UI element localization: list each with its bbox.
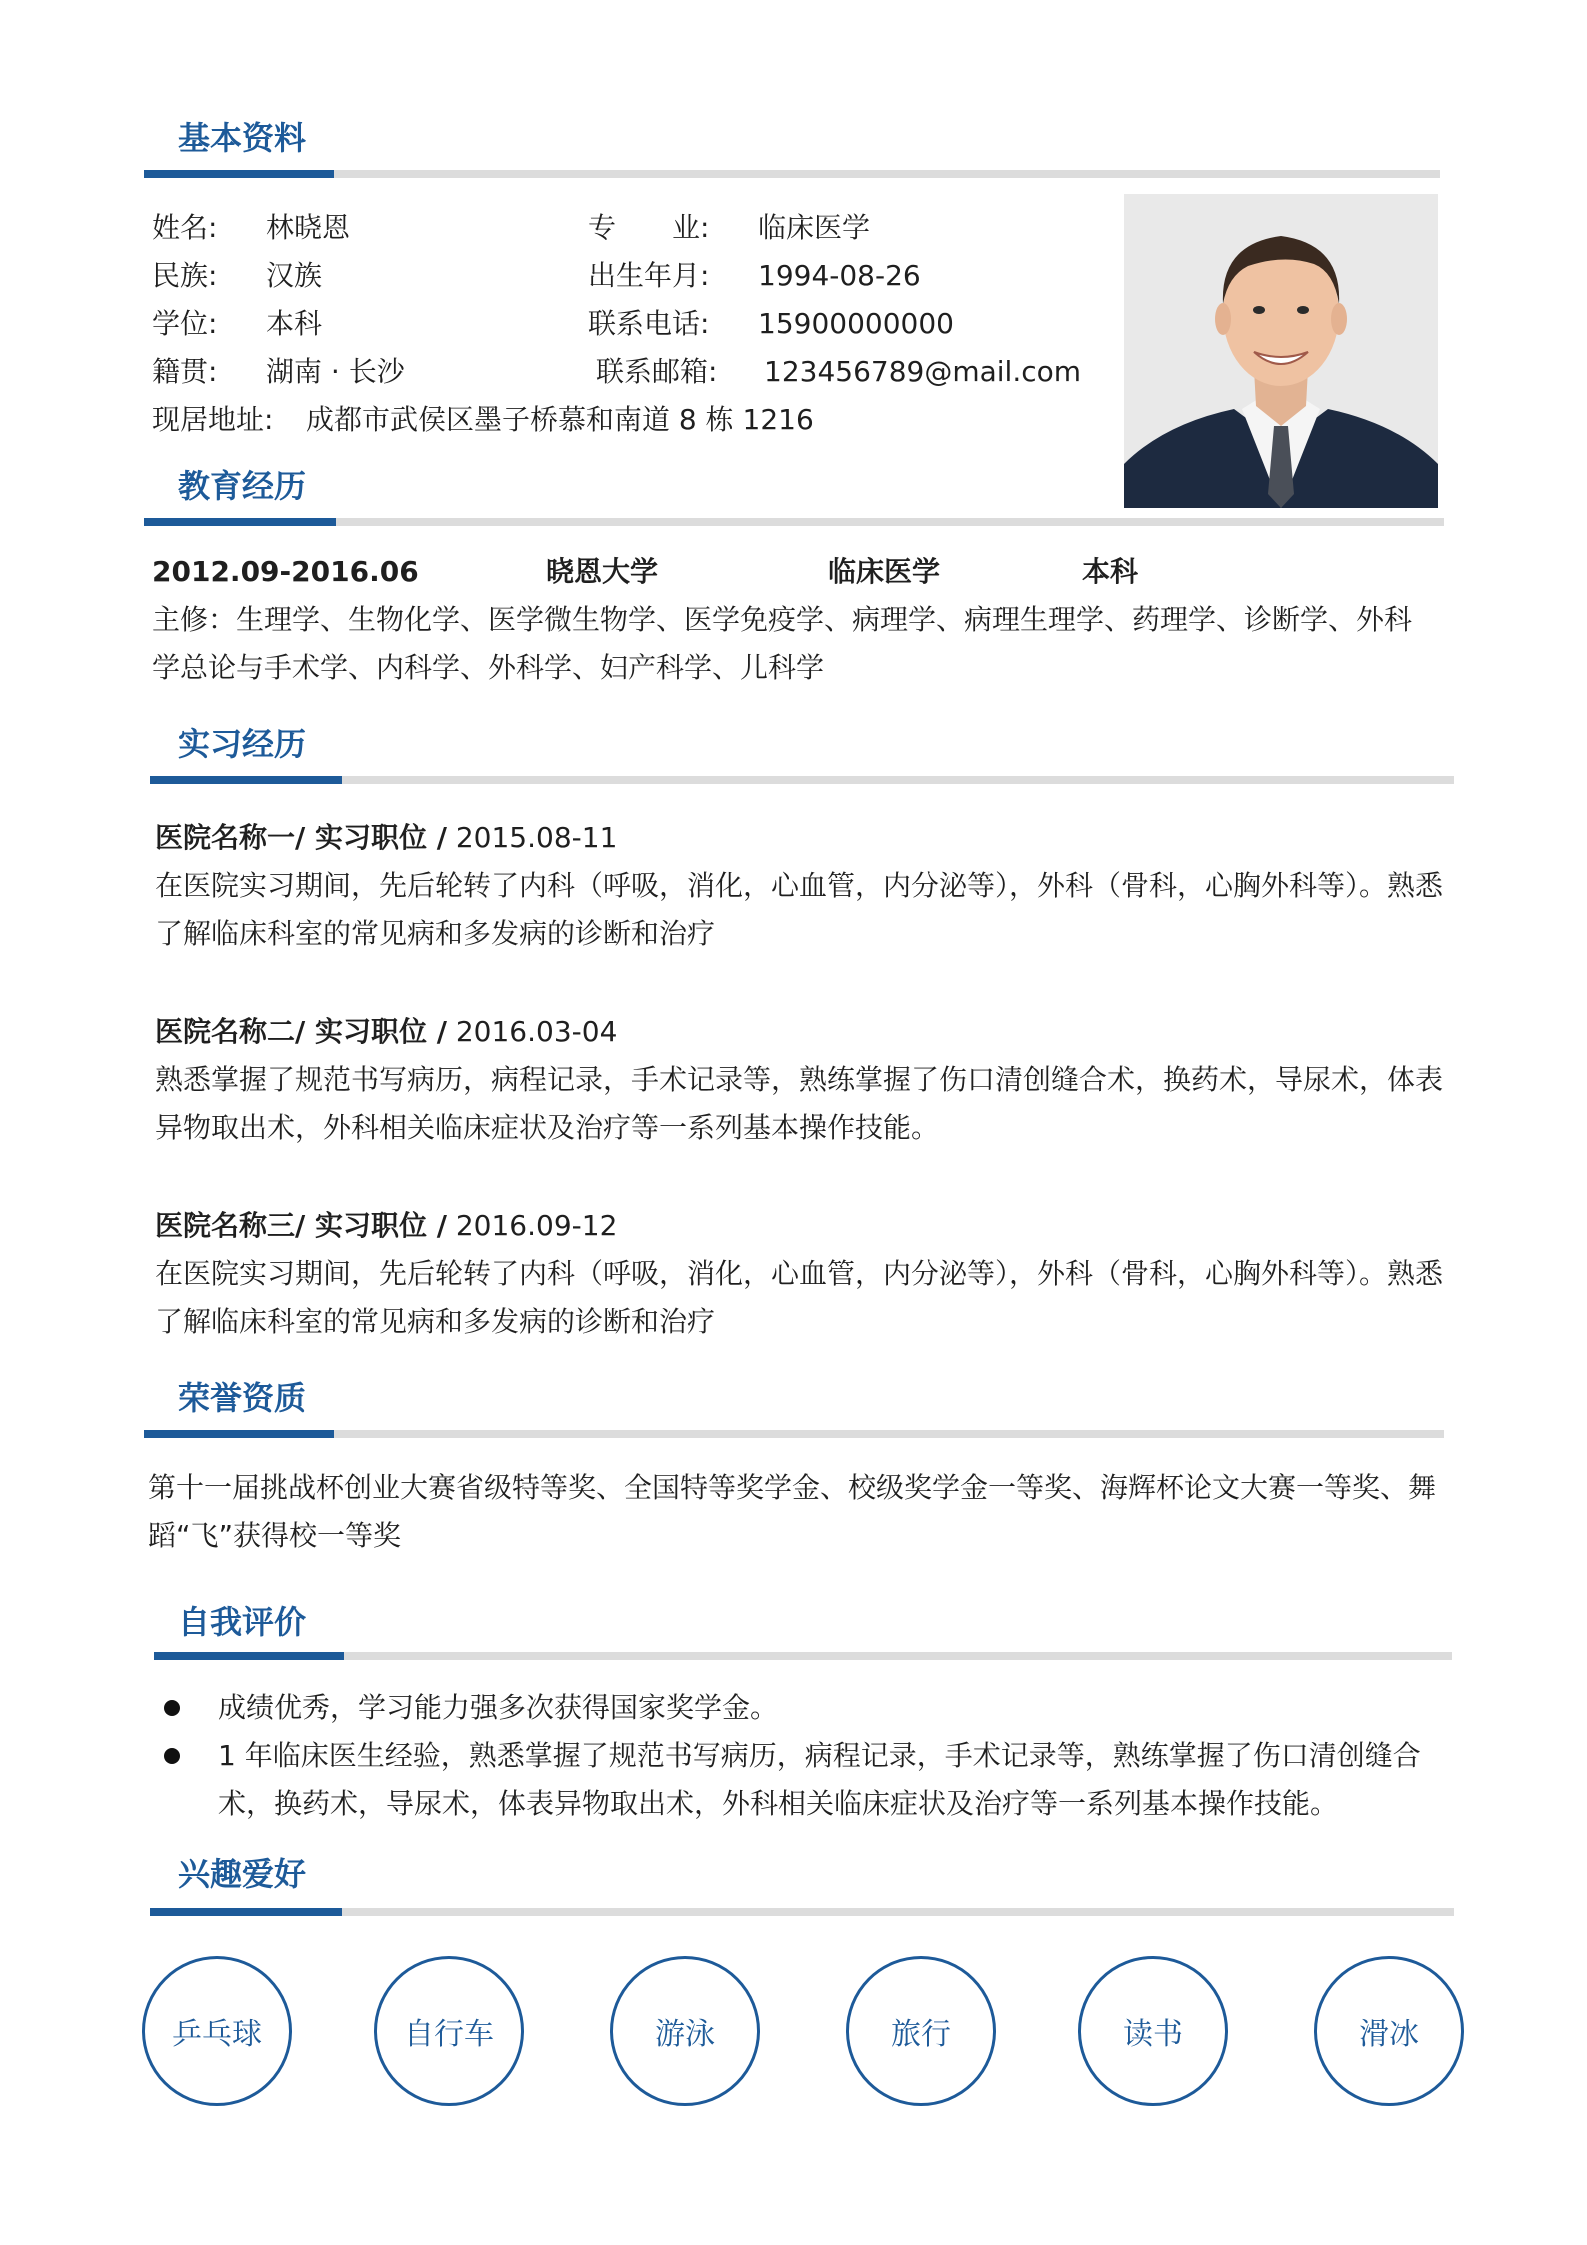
- hobby-travel: 旅行: [846, 1956, 996, 2106]
- hobby-cycling: 自行车: [374, 1956, 524, 2106]
- internship-date: 2016.09-12: [455, 1209, 618, 1242]
- internship-desc-2: 熟悉掌握了规范书写病历，病程记录，手术记录等，熟练掌握了伤口清创缝合术，换药术，导尿术，体表异物取出术，外科相关临床症状及治疗等一系列基本操作技能。: [155, 1063, 1444, 1144]
- section-title-hobbies: 兴趣爱好: [178, 1855, 307, 1893]
- origin-value: 湖南 · 长沙: [266, 355, 405, 388]
- degree-value: 本科: [266, 307, 323, 340]
- internship-title: 医院名称三/ 实习职位 /: [155, 1209, 447, 1242]
- ethnicity-value: 汉族: [266, 259, 323, 292]
- origin-label: 籍贯:: [152, 355, 218, 388]
- internship-date: 2016.03-04: [455, 1015, 618, 1048]
- divider-accent: [150, 1908, 342, 1916]
- portrait-photo: [1124, 194, 1438, 508]
- divider: [154, 1652, 1452, 1660]
- address-label: 现居地址:: [152, 403, 274, 436]
- divider: [144, 518, 1444, 526]
- birth-label: 出生年月:: [588, 259, 710, 292]
- bullet-icon: [164, 1748, 180, 1764]
- education-major: 临床医学: [828, 555, 941, 588]
- education-period: 2012.09-2016.06: [152, 555, 419, 588]
- section-title-honors: 荣誉资质: [178, 1379, 307, 1417]
- portrait-icon: [1124, 194, 1438, 508]
- email-label: 联系邮箱:: [596, 355, 718, 388]
- internship-heading-3: [155, 1206, 617, 1246]
- major-label: 专 业:: [588, 211, 710, 244]
- divider-accent: [144, 518, 336, 526]
- section-title-internship: 实习经历: [178, 725, 307, 763]
- phone-value: 15900000000: [758, 307, 954, 340]
- divider-accent: [154, 1652, 344, 1660]
- email-value: 123456789@mail.com: [764, 355, 1082, 388]
- hobby-swimming: 游泳: [610, 1956, 760, 2106]
- section-title-self-eval: 自我评价: [178, 1603, 307, 1641]
- hobby-skating: 滑冰: [1314, 1956, 1464, 2106]
- name-label: 姓名:: [152, 211, 218, 244]
- phone-label: 联系电话:: [588, 307, 710, 340]
- degree-label: 学位:: [152, 307, 218, 340]
- divider-accent: [150, 776, 342, 784]
- divider-accent: [144, 1430, 334, 1438]
- birth-value: 1994-08-26: [758, 259, 921, 292]
- address-value: 成都市武侯区墨子桥慕和南道 8 栋 1216: [306, 403, 814, 436]
- divider: [150, 1908, 1454, 1916]
- section-title-education: 教育经历: [178, 467, 307, 505]
- internship-desc-3: 在医院实习期间，先后轮转了内科（呼吸，消化，心血管，内分泌等），外科（骨科，心胸外科等）。熟悉了解临床科室的常见病和多发病的诊断和治疗: [155, 1257, 1444, 1338]
- education-degree: 本科: [1082, 555, 1139, 588]
- honors-text: 第十一届挑战杯创业大赛省级特等奖、全国特等奖学金、校级奖学金一等奖、海辉杯论文大赛一等奖、舞蹈“飞”获得校一等奖: [148, 1471, 1437, 1552]
- major-value: 临床医学: [758, 211, 871, 244]
- name-value: 林晓恩: [266, 211, 351, 244]
- education-courses: 主修：生理学、生物化学、医学微生物学、医学免疫学、病理学、病理生理学、药理学、诊断学、外科学总论与手术学、内科学、外科学、妇产科学、儿科学: [152, 603, 1413, 684]
- bullet-icon: [164, 1700, 180, 1716]
- hobby-reading: 读书: [1078, 1956, 1228, 2106]
- education-school: 晓恩大学: [546, 555, 659, 588]
- divider: [144, 170, 1440, 178]
- divider: [150, 776, 1454, 784]
- internship-desc-1: 在医院实习期间，先后轮转了内科（呼吸，消化，心血管，内分泌等），外科（骨科，心胸外科等）。熟悉了解临床科室的常见病和多发病的诊断和治疗: [155, 869, 1444, 950]
- internship-title: 医院名称二/ 实习职位 /: [155, 1015, 447, 1048]
- divider-accent: [144, 170, 334, 178]
- internship-heading-1: [155, 818, 617, 858]
- section-title-basic: 基本资料: [178, 119, 307, 157]
- internship-heading-2: [155, 1012, 617, 1052]
- self-eval-item-2: 1 年临床医生经验，熟悉掌握了规范书写病历，病程记录，手术记录等，熟练掌握了伤口清创缝合术，换药术，导尿术，体表异物取出术，外科相关临床症状及治疗等一系列基本操作技能。: [218, 1739, 1421, 1820]
- self-eval-item-1: 成绩优秀，学习能力强多次获得国家奖学金。: [218, 1691, 779, 1724]
- ethnicity-label: 民族:: [152, 259, 218, 292]
- internship-title: 医院名称一/ 实习职位 /: [155, 821, 447, 854]
- hobby-ping-pong: 乒乓球: [142, 1956, 292, 2106]
- divider: [144, 1430, 1444, 1438]
- internship-date: 2015.08-11: [455, 821, 618, 854]
